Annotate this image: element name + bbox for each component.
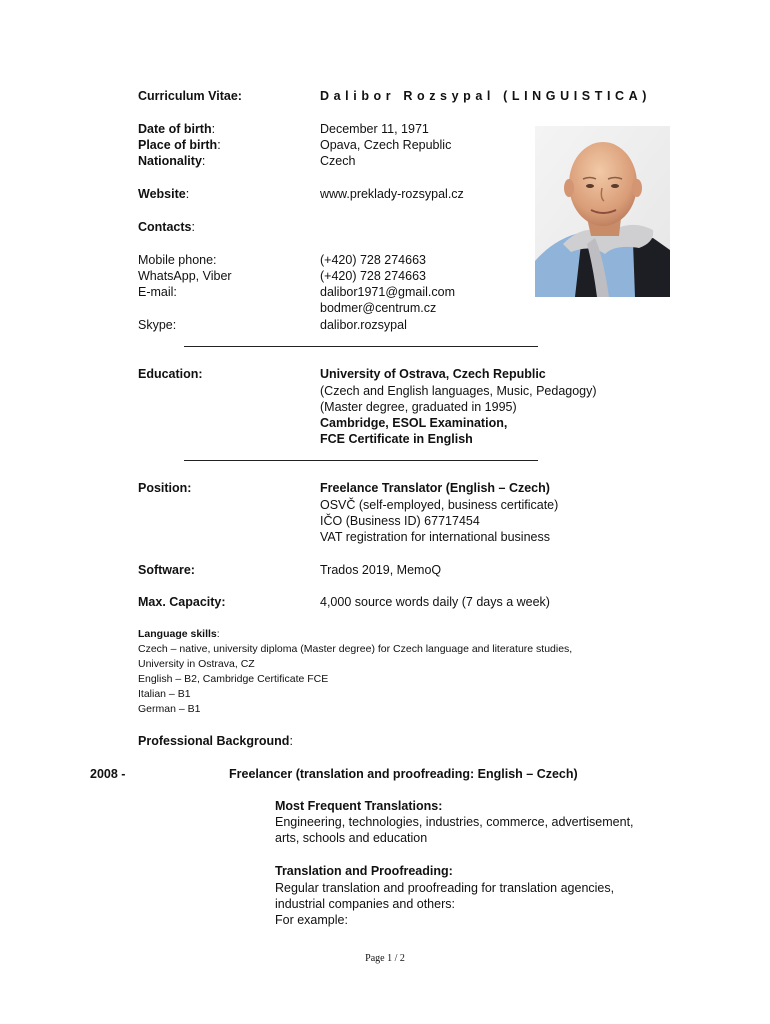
language-line: Czech – native, university diploma (Master degree) for Czech language and literature studies, xyxy=(138,643,573,655)
nat-label: Nationality xyxy=(138,154,202,168)
web-row-label xyxy=(138,186,189,202)
dob-value: December 11, 1971 xyxy=(320,122,429,136)
most-frequent-heading: Most Frequent Translations: xyxy=(275,799,443,813)
background-title: Freelancer (translation and proofreading: English – Czech) xyxy=(229,767,578,781)
capacity-label: Max. Capacity: xyxy=(138,595,226,609)
position-line-2: OSVČ (self-employed, business certificate) xyxy=(320,498,559,512)
web-colon: : xyxy=(185,187,190,201)
language-skills-colon: : xyxy=(216,628,220,640)
education-label: Education: xyxy=(138,367,203,381)
dob-row-label xyxy=(138,121,215,137)
language-line: English – B2, Cambridge Certificate FCE xyxy=(138,673,329,685)
education-line-1: University of Ostrava, Czech Republic xyxy=(320,367,546,381)
education-line-4: Cambridge, ESOL Examination, xyxy=(320,416,508,430)
background-label: Professional Background xyxy=(138,734,290,748)
language-skills-row xyxy=(138,627,220,642)
contacts-label: Contacts xyxy=(138,220,192,234)
most-frequent-line-1: Engineering, technologies, industries, commerce, advertisement, xyxy=(275,815,634,829)
translation-line-2: industrial companies and others: xyxy=(275,897,455,911)
position-line-1: Freelance Translator (English – Czech) xyxy=(320,481,550,495)
email-label: E-mail: xyxy=(138,285,177,299)
software-value: Trados 2019, MemoQ xyxy=(320,563,442,577)
page-number: Page 1 / 2 xyxy=(365,953,405,964)
email-link-1[interactable]: dalibor1971@gmail.com xyxy=(320,285,455,299)
profile-photo xyxy=(535,126,670,297)
background-row-label xyxy=(138,733,293,749)
translation-heading: Translation and Proofreading: xyxy=(275,864,453,878)
pob-label: Place of birth xyxy=(138,138,218,152)
language-line: University in Ostrava, CZ xyxy=(138,658,255,670)
language-line: Italian – B1 xyxy=(138,688,191,700)
divider xyxy=(184,460,538,461)
software-label: Software: xyxy=(138,563,195,577)
nat-colon: : xyxy=(201,154,206,168)
nat-row-label xyxy=(138,153,205,169)
translation-line-1: Regular translation and proofreading for translation agencies, xyxy=(275,881,615,895)
education-line-2: (Czech and English languages, Music, Pedagogy) xyxy=(320,384,597,398)
cv-label: Curriculum Vitae: xyxy=(138,89,242,103)
whatsapp-value: (+420) 728 274663 xyxy=(320,269,426,283)
pob-row-label xyxy=(138,137,221,153)
pob-colon: : xyxy=(217,138,221,152)
dob-colon: : xyxy=(211,122,216,136)
whatsapp-label: WhatsApp, Viber xyxy=(138,269,232,283)
background-colon: : xyxy=(289,734,293,748)
contacts-colon: : xyxy=(191,220,195,234)
contacts-row-label xyxy=(138,219,195,235)
email-link-2[interactable]: bodmer@centrum.cz xyxy=(320,301,437,315)
pob-value: Opava, Czech Republic xyxy=(320,138,452,152)
dob-label: Date of birth xyxy=(138,122,212,136)
website-link[interactable]: www.preklady-rozsypal.cz xyxy=(320,187,464,201)
position-line-4: VAT registration for international business xyxy=(320,530,550,544)
mobile-label: Mobile phone: xyxy=(138,253,217,267)
background-year: 2008 - xyxy=(90,767,126,781)
divider xyxy=(184,346,538,347)
language-skills-label: Language skills xyxy=(138,628,217,640)
education-line-5: FCE Certificate in English xyxy=(320,432,473,446)
capacity-value: 4,000 source words daily (7 days a week) xyxy=(320,595,550,609)
name-heading: Dalibor Rozsypal (LINGUISTICA) xyxy=(320,89,652,103)
education-line-3: (Master degree, graduated in 1995) xyxy=(320,400,517,414)
skype-value: dalibor.rozsypal xyxy=(320,318,407,332)
translation-line-3: For example: xyxy=(275,913,348,927)
most-frequent-line-2: arts, schools and education xyxy=(275,831,428,845)
skype-label: Skype: xyxy=(138,318,177,332)
language-line: German – B1 xyxy=(138,703,201,715)
web-label: Website xyxy=(138,187,186,201)
position-label: Position: xyxy=(138,481,192,495)
nat-value: Czech xyxy=(320,154,356,168)
mobile-value: (+420) 728 274663 xyxy=(320,253,426,267)
portrait-image xyxy=(535,126,670,297)
position-line-3: IČO (Business ID) 67717454 xyxy=(320,514,480,528)
